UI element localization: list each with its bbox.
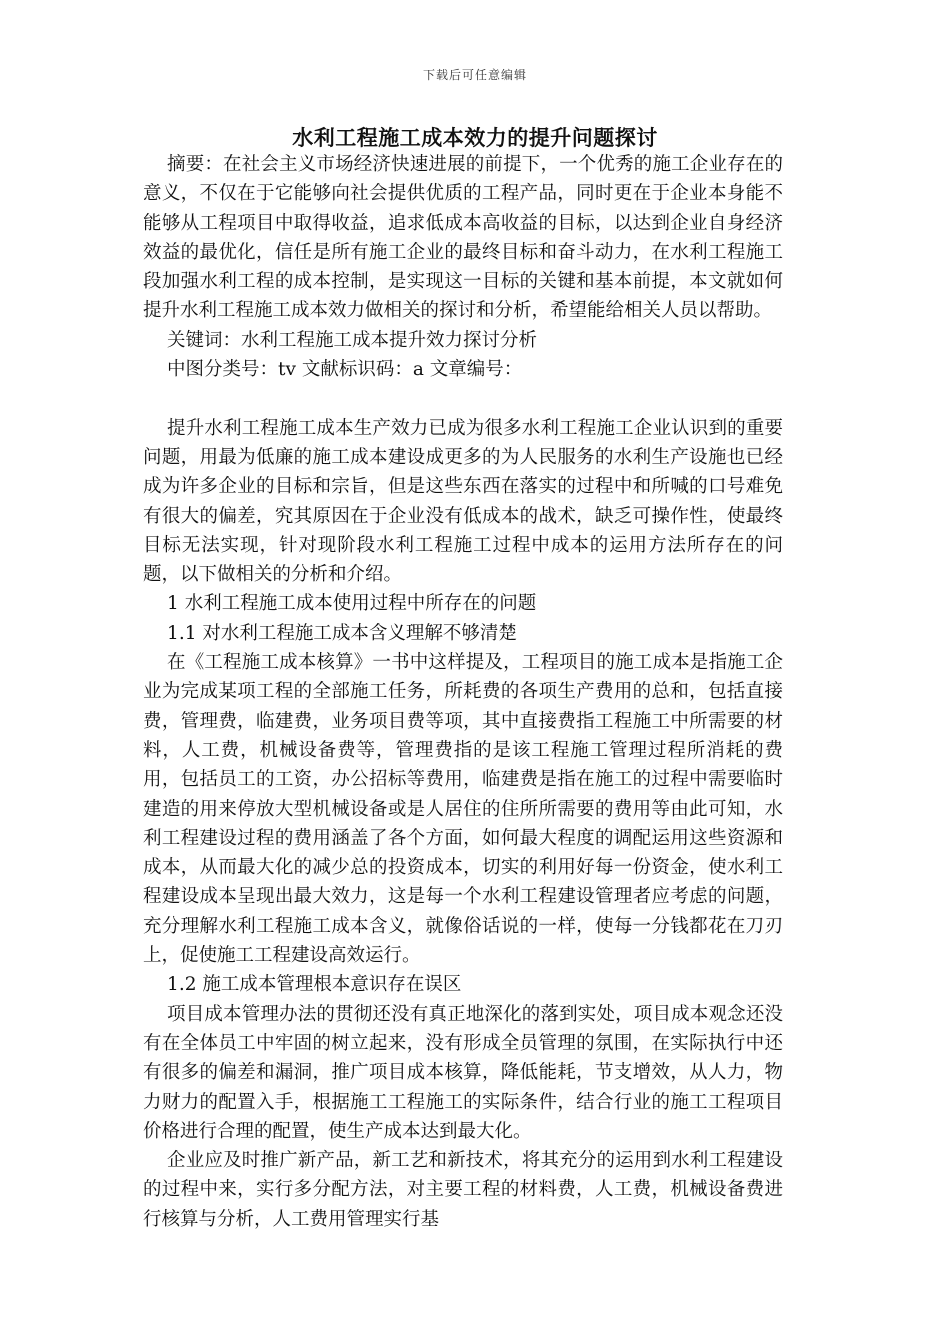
document-body bbox=[143, 150, 783, 1234]
final-paragraph: 企业应及时推广新产品，新工艺和新技术，将其充分的运用到水利工程建设的过程中来，实行多分配方法，对主要工程的材料费，人工费，机械设备费进行核算与分析，人工费用管理实行基 bbox=[143, 1150, 783, 1230]
header-note: 下载后可任意编辑 bbox=[422, 68, 527, 82]
intro-paragraph: 提升水利工程施工成本生产效力已成为很多水利工程施工企业认识到的重要问题，用最为低廉的施工成本建设成更多的为人民服务的水利生产设施也已经成为许多企业的目标和宗旨，但是这些东西在落实的过程中和所喊的口号难免有很大的偏差，究其原因在于企业没有低成本的战术，缺乏可操作性，使最终目标无法实现，针对现阶段水利工程施工过程中成本的运用方法所存在的问题，以下做相关的分析和介绍。 bbox=[143, 417, 783, 586]
section-1-1-heading: 1.1 对水利工程施工成本含义理解不够清楚 bbox=[167, 622, 517, 644]
section-1-1-paragraph: 在《工程施工成本核算》一书中这样提及，工程项目的施工成本是指施工企业为完成某项工程的全部施工任务，所耗费的各项生产费用的总和，包括直接费，管理费，临建费，业务项目费等项，其中直接费指工程施工中所需要的材料，人工费，机械设备费等，管理费指的是该工程施工管理过程所消耗的费用，包括员工的工资，办公招标等费用，临建费是指在施工的过程中需要临时建造的用来停放大型机械设备或是人居住的住所所需要的费用等由此可知，水利工程建设过程的费用涵盖了各个方面，如何最大程度的调配运用这些资源和成本，从而最大化的减少总的投资成本，切实的利用好每一份资金，使水利工程建设成本呈现出最大效力，这是每一个水利工程建设管理者应考虑的问题，充分理解水利工程施工成本含义，就像俗话说的一样，使每一分钱都花在刀刃上，促使施工工程建设高效运行。 bbox=[143, 652, 783, 967]
keywords-line: 关键词：水利工程施工成本提升效力探讨分析 bbox=[167, 329, 538, 351]
abstract-paragraph: 摘要：在社会主义市场经济快速进展的前提下，一个优秀的施工企业存在的意义，不仅在于它能够向社会提供优质的工程产品，同时更在于企业本身能不能够从工程项目中取得收益，追求低成本高收益的目标，以达到企业自身经济效益的最优化，信任是所有施工企业的最终目标和奋斗动力，在水利工程施工段加强水利工程的成本控制，是实现这一目标的关键和基本前提，本文就如何提升水利工程施工成本效力做相关的探讨和分析，希望能给相关人员以帮助。 bbox=[143, 154, 783, 322]
section-1-heading: 1 水利工程施工成本使用过程中所存在的问题 bbox=[167, 593, 537, 615]
section-1-2-paragraph: 项目成本管理办法的贯彻还没有真正地深化的落到实处，项目成本观念还没有在全体员工中牢固的树立起来，没有形成全员管理的氛围，在实际执行中还有很多的偏差和漏洞，推广项目成本核算，降低能耗，节支增效，从人力，物力财力的配置入手，根据施工工程施工的实际条件，结合行业的施工工程项目价格进行合理的配置，使生产成本达到最大化。 bbox=[143, 1003, 783, 1142]
section-1-2-heading: 1.2 施工成本管理根本意识存在误区 bbox=[167, 974, 462, 996]
classification-line: 中图分类号：tv 文献标识码：a 文章编号： bbox=[167, 359, 523, 381]
blank-line bbox=[143, 384, 783, 413]
page-title: 水利工程施工成本效力的提升问题探讨 bbox=[292, 125, 658, 150]
